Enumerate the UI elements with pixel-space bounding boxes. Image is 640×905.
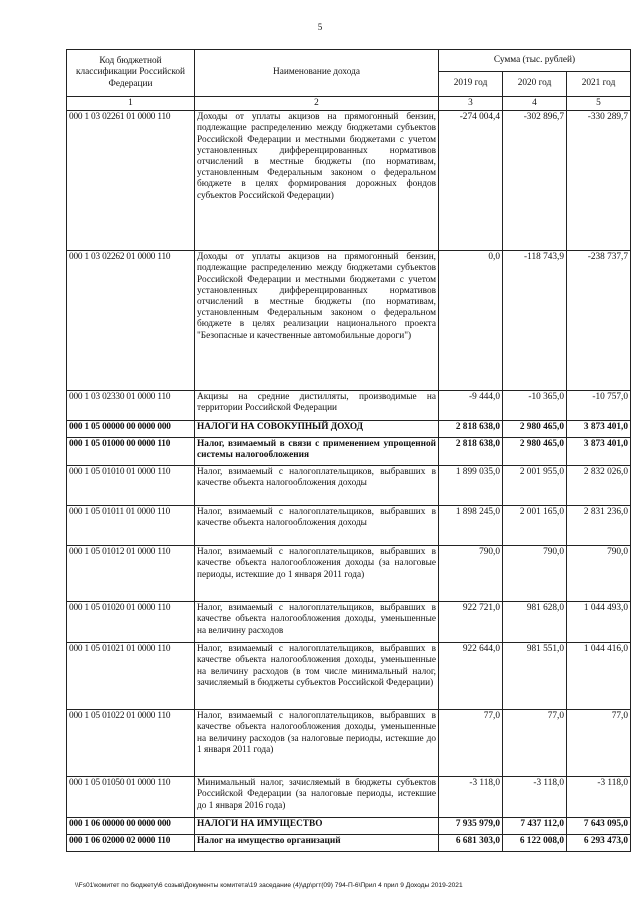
table-row xyxy=(67,777,631,818)
table-row xyxy=(67,643,631,710)
row-value-2019: 1 899 035,0 xyxy=(439,466,503,506)
header-year-2021: 2021 год xyxy=(567,72,631,97)
row-value-2021: 7 643 095,0 xyxy=(567,818,631,835)
row-value-2020: 6 122 008,0 xyxy=(503,835,567,852)
row-value-2019: 6 681 303,0 xyxy=(439,835,503,852)
col-number: 1 xyxy=(67,97,195,111)
row-value-2021: -238 737,7 xyxy=(567,251,631,391)
row-value-2019: -3 118,0 xyxy=(439,777,503,818)
row-code: 000 1 05 01000 00 0000 110 xyxy=(67,438,195,466)
row-value-2021: 2 832 026,0 xyxy=(567,466,631,506)
row-code: 000 1 05 01011 01 0000 110 xyxy=(67,506,195,546)
row-value-2019: 922 644,0 xyxy=(439,643,503,710)
row-name: Акцизы на средние дистилляты, производимые на территории Российской Федерации xyxy=(195,391,439,421)
row-name: НАЛОГИ НА СОВОКУПНЫЙ ДОХОД xyxy=(195,421,439,438)
row-value-2020: -118 743,9 xyxy=(503,251,567,391)
col-number: 4 xyxy=(503,97,567,111)
row-value-2019: 77,0 xyxy=(439,710,503,777)
row-value-2021: 3 873 401,0 xyxy=(567,438,631,466)
table-row xyxy=(67,421,631,438)
row-value-2019: 2 818 638,0 xyxy=(439,438,503,466)
row-value-2020: 2 001 955,0 xyxy=(503,466,567,506)
row-code: 000 1 05 01022 01 0000 110 xyxy=(67,710,195,777)
row-value-2019: 922 721,0 xyxy=(439,602,503,643)
table-row xyxy=(67,251,631,391)
row-code: 000 1 03 02261 01 0000 110 xyxy=(67,111,195,251)
row-value-2021: -330 289,7 xyxy=(567,111,631,251)
row-value-2021: 1 044 493,0 xyxy=(567,602,631,643)
row-value-2021: -10 757,0 xyxy=(567,391,631,421)
table-row xyxy=(67,111,631,251)
row-code: 000 1 03 02262 01 0000 110 xyxy=(67,251,195,391)
row-value-2019: 2 818 638,0 xyxy=(439,421,503,438)
col-number: 3 xyxy=(439,97,503,111)
footer-path: \\Fs01\комитет по бюджету\6 созыв\Документы комитета\19 заседание (4)\др\ргт(09) 794-П-6\Прил 4 прил 9 Доходы 2019-2021 xyxy=(75,882,463,889)
row-name: Минимальный налог, зачисляемый в бюджеты субъектов Российской Федерации (за налоговые периоды, истекшие до 1 января 2016 года) xyxy=(195,777,439,818)
table-row xyxy=(67,818,631,835)
row-value-2021: 2 831 236,0 xyxy=(567,506,631,546)
row-code: 000 1 06 00000 00 0000 000 xyxy=(67,818,195,835)
row-value-2020: 2 980 465,0 xyxy=(503,421,567,438)
row-value-2020: 77,0 xyxy=(503,710,567,777)
row-value-2019: -9 444,0 xyxy=(439,391,503,421)
table-row xyxy=(67,602,631,643)
col-number: 2 xyxy=(195,97,439,111)
row-code: 000 1 05 01010 01 0000 110 xyxy=(67,466,195,506)
col-number: 5 xyxy=(567,97,631,111)
row-name: Налог, взимаемый в связи с применением упрощенной системы налогообложения xyxy=(195,438,439,466)
row-value-2019: 1 898 245,0 xyxy=(439,506,503,546)
row-code: 000 1 05 00000 00 0000 000 xyxy=(67,421,195,438)
row-value-2020: -10 365,0 xyxy=(503,391,567,421)
table-row xyxy=(67,835,631,852)
table-row xyxy=(67,506,631,546)
header-sum: Сумма (тыс. рублей) xyxy=(439,50,631,72)
row-value-2020: 790,0 xyxy=(503,546,567,602)
row-value-2021: 77,0 xyxy=(567,710,631,777)
row-value-2020: 2 980 465,0 xyxy=(503,438,567,466)
row-name: Налог на имущество организаций xyxy=(195,835,439,852)
row-value-2020: -3 118,0 xyxy=(503,777,567,818)
table-row xyxy=(67,466,631,506)
revenue-table xyxy=(66,49,631,852)
header-year-2019: 2019 год xyxy=(439,72,503,97)
row-name: Налог, взимаемый с налогоплательщиков, выбравших в качестве объекта налогообложения доходы, уменьшенные на величину расходов (в том числе минимальный налог, зачисляемый в бюджеты субъектов Российской Федерации) xyxy=(195,643,439,710)
row-value-2021: -3 118,0 xyxy=(567,777,631,818)
row-value-2020: 981 628,0 xyxy=(503,602,567,643)
table-row xyxy=(67,438,631,466)
row-value-2021: 3 873 401,0 xyxy=(567,421,631,438)
row-code: 000 1 05 01012 01 0000 110 xyxy=(67,546,195,602)
row-code: 000 1 05 01021 01 0000 110 xyxy=(67,643,195,710)
row-code: 000 1 05 01050 01 0000 110 xyxy=(67,777,195,818)
row-value-2020: 7 437 112,0 xyxy=(503,818,567,835)
table-row xyxy=(67,710,631,777)
row-value-2020: 981 551,0 xyxy=(503,643,567,710)
row-name: Доходы от уплаты акцизов на прямогонный бензин, подлежащие распределению между бюджетами субъектов Российской Федерации и местными бюджетами с учетом установленных дифференцированных нормативов отчислений в местные бюджеты (по нормативам, установленным Федеральным законом о федеральном бюджете в целях реализации национального проекта "Безопасные и качественные автомобильные дороги") xyxy=(195,251,439,391)
header-code: Код бюджетной классификации Российской Федерации xyxy=(67,50,195,97)
row-name: Налог, взимаемый с налогоплательщиков, выбравших в качестве объекта налогообложения доходы xyxy=(195,506,439,546)
row-name: Налог, взимаемый с налогоплательщиков, выбравших в качестве объекта налогообложения доходы, уменьшенные на величину расходов (за налоговые периоды, истекшие до 1 января 2011 года) xyxy=(195,710,439,777)
row-code: 000 1 05 01020 01 0000 110 xyxy=(67,602,195,643)
row-code: 000 1 03 02330 01 0000 110 xyxy=(67,391,195,421)
row-name: Доходы от уплаты акцизов на прямогонный бензин, подлежащие распределению между бюджетами субъектов Российской Федерации и местными бюджетами с учетом установленных дифференцированных нормативов отчислений в местные бюджеты (по нормативам, установленным Федеральным законом о федеральном бюджете в целях формирования дорожных фондов субъектов Российской Федерации) xyxy=(195,111,439,251)
row-value-2019: 790,0 xyxy=(439,546,503,602)
row-value-2021: 790,0 xyxy=(567,546,631,602)
row-value-2019: -274 004,4 xyxy=(439,111,503,251)
row-name: Налог, взимаемый с налогоплательщиков, выбравших в качестве объекта налогообложения доходы xyxy=(195,466,439,506)
row-value-2019: 0,0 xyxy=(439,251,503,391)
row-value-2021: 6 293 473,0 xyxy=(567,835,631,852)
header-year-2020: 2020 год xyxy=(503,72,567,97)
row-value-2021: 1 044 416,0 xyxy=(567,643,631,710)
row-name: Налог, взимаемый с налогоплательщиков, выбравших в качестве объекта налогообложения доходы (за налоговые периоды, истекшие до 1 января 2011 года) xyxy=(195,546,439,602)
row-name: НАЛОГИ НА ИМУЩЕСТВО xyxy=(195,818,439,835)
row-code: 000 1 06 02000 02 0000 110 xyxy=(67,835,195,852)
table-row xyxy=(67,546,631,602)
row-value-2020: 2 001 165,0 xyxy=(503,506,567,546)
row-value-2020: -302 896,7 xyxy=(503,111,567,251)
header-name: Наименование дохода xyxy=(195,50,439,97)
row-name: Налог, взимаемый с налогоплательщиков, выбравших в качестве объекта налогообложения доходы, уменьшенные на величину расходов xyxy=(195,602,439,643)
row-value-2019: 7 935 979,0 xyxy=(439,818,503,835)
table-row xyxy=(67,391,631,421)
page-number: 5 xyxy=(317,22,323,32)
